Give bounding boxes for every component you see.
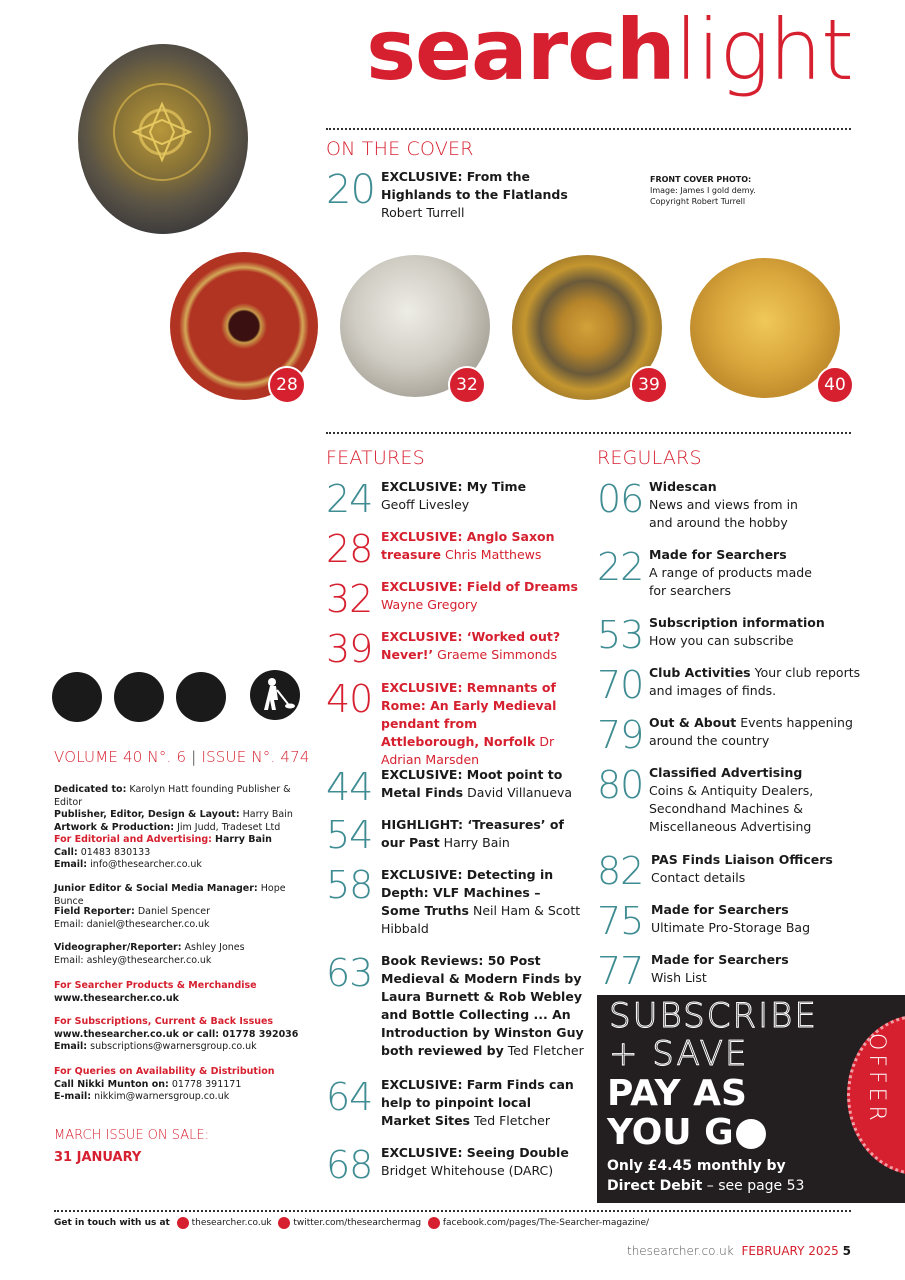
regular-item[interactable]	[649, 664, 864, 700]
feature-title: Book Reviews: 50 Post Medieval & Modern Finds by Laura Burnett & Rob Webley and Bottle Collecting ... An Introduction by Winston Guy both reviewed by	[381, 953, 584, 1058]
page-folio	[627, 1244, 851, 1258]
feature-number: 63	[326, 951, 373, 995]
contact-label: For Subscriptions, Current & Back Issues	[54, 1016, 274, 1027]
products-contact	[54, 980, 314, 1005]
credit-label: Artwork & Production:	[54, 821, 175, 833]
divider	[326, 432, 851, 434]
regular-title: PAS Finds Liaison Officers	[651, 852, 833, 867]
divider	[54, 1210, 851, 1212]
feature-number: 54	[326, 813, 373, 857]
credit-value: Ashley Jones	[184, 942, 245, 953]
contact-label: Call Nikki Munton on:	[54, 1078, 169, 1090]
feature-item[interactable]	[381, 766, 581, 802]
regular-desc: How you can subscribe	[649, 633, 794, 648]
credit-label: Publisher, Editor, Design & Layout:	[54, 809, 240, 820]
feature-title: HIGHLIGHT: ‘Treasures’ of our Past	[381, 817, 564, 850]
feature-title: EXCLUSIVE: ‘Worked out? Never!’	[381, 629, 561, 662]
feature-title: EXCLUSIVE: Anglo Saxon treasure	[381, 529, 555, 562]
footer-facebook-link[interactable]: facebook.com/pages/The-Searcher-magazine/	[442, 1218, 650, 1228]
feature-item[interactable]	[381, 679, 576, 769]
regular-item[interactable]	[651, 851, 851, 887]
metal-detectorist-icon	[250, 670, 300, 720]
cover-photo-line1: Image: James I gold demy.	[650, 186, 756, 195]
regular-number: 80	[597, 763, 644, 807]
contact-label: Email:	[54, 1041, 88, 1052]
promo-offer-text: OFFER	[864, 1033, 889, 1125]
cover-coin-pattern	[78, 44, 248, 234]
distribution-contact	[54, 1066, 314, 1104]
searcher-icon	[177, 1217, 189, 1229]
feature-number: 28	[326, 527, 373, 571]
cover-page-number: 20	[326, 167, 375, 213]
promo-price: Only £4.45 monthly by	[607, 1158, 786, 1174]
credit-value: Karolyn Hatt founding Publisher & Editor	[54, 784, 291, 808]
regular-title: Made for Searchers	[649, 547, 787, 562]
divider	[326, 128, 851, 130]
contact-value: www.thesearcher.co.uk or call: 01778 392036	[54, 1028, 299, 1040]
feature-number: 64	[326, 1075, 373, 1119]
regular-item[interactable]	[649, 478, 819, 532]
page-number: 5	[842, 1244, 851, 1258]
feature-number: 40	[326, 677, 373, 721]
feature-author: Neil Ham & Scott Hibbald	[381, 903, 581, 936]
contact-phone: 01778 391171	[171, 1078, 242, 1090]
regular-desc: A range of products made for searchers	[649, 565, 812, 598]
regular-number: 77	[597, 949, 644, 993]
contact-email[interactable]: Email: ashley@thesearcher.co.uk	[54, 954, 212, 966]
issue-number: ISSUE N°. 474	[201, 748, 310, 766]
promo-pay-line: PAY AS	[607, 1073, 747, 1114]
feature-author: Graeme Simmonds	[437, 647, 557, 662]
feature-item[interactable]	[381, 866, 581, 938]
feature-author: Ted Fletcher	[474, 1113, 550, 1128]
footer-contact-bar	[54, 1216, 649, 1230]
cover-coin-image	[78, 44, 248, 234]
footer-contact-label: Get in touch with us at	[54, 1218, 170, 1228]
regular-desc: Events happening around the country	[649, 715, 853, 748]
promo-yougo-line	[607, 1113, 766, 1153]
staff-credits	[54, 784, 314, 834]
videographer	[54, 942, 314, 967]
editorial-contact	[54, 834, 314, 872]
regular-title: Out & About	[649, 715, 737, 730]
contact-label: Call:	[54, 846, 78, 858]
promo-see-page: – see page 53	[702, 1178, 805, 1194]
website-link[interactable]: www.thesearcher.co.uk	[54, 992, 179, 1004]
regular-number: 70	[597, 663, 644, 707]
footer-twitter-link[interactable]: twitter.com/thesearchermag	[293, 1218, 422, 1228]
feature-item[interactable]	[381, 478, 581, 514]
page-badge: 39	[630, 366, 668, 404]
junior-editor	[54, 883, 314, 908]
cover-photo-credit	[650, 174, 830, 207]
feature-title: EXCLUSIVE: Seeing Double	[381, 1145, 569, 1160]
contact-phone: 01483 830133	[80, 846, 151, 858]
regular-desc: Wish List	[651, 970, 707, 985]
feature-number: 58	[326, 863, 373, 907]
feature-item[interactable]	[381, 528, 571, 564]
feature-number: 32	[326, 577, 373, 621]
regular-item[interactable]	[651, 951, 851, 987]
regular-title: Classified Advertising	[649, 765, 803, 780]
page-badge: 40	[816, 366, 854, 404]
facebook-icon	[428, 1217, 440, 1229]
regular-title: Club Activities	[649, 665, 751, 680]
regular-item[interactable]	[649, 546, 819, 600]
decorative-dot	[52, 672, 102, 722]
regular-number: 22	[597, 545, 644, 589]
page-badge: 32	[448, 366, 486, 404]
contact-email[interactable]: subscriptions@warnersgroup.co.uk	[90, 1041, 257, 1052]
feature-author: Harry Bain	[443, 835, 510, 850]
regular-item[interactable]	[649, 614, 849, 650]
feature-item[interactable]	[381, 1076, 581, 1130]
feature-item[interactable]	[381, 578, 581, 614]
regular-desc: News and views from in and around the hobby	[649, 497, 798, 530]
section-heading-cover: ON THE COVER	[326, 138, 474, 160]
contact-label: For Editorial and Advertising:	[54, 834, 212, 845]
feature-item[interactable]	[381, 628, 571, 664]
feature-item[interactable]	[381, 1144, 591, 1180]
contact-label: E-mail:	[54, 1091, 92, 1102]
credit-value: Daniel Spencer	[137, 906, 211, 917]
feature-author: Ted Fletcher	[507, 1043, 584, 1058]
regular-desc: Coins & Antiquity Dealers, Secondhand Machines & Miscellaneous Advertising	[649, 783, 814, 834]
field-reporter	[54, 906, 314, 931]
credit-label: Dedicated to:	[54, 784, 127, 795]
on-sale-date: 31 JANUARY	[54, 1150, 142, 1165]
regular-title: Made for Searchers	[651, 952, 789, 967]
promo-debit-label: Direct Debit	[607, 1178, 703, 1194]
feature-author: Dr Adrian Marsden	[381, 734, 555, 767]
credit-label: Junior Editor & Social Media Manager:	[54, 883, 258, 894]
feature-number: 39	[326, 627, 373, 671]
feature-title: EXCLUSIVE: Detecting in Depth: VLF Machines – Some Truths	[381, 867, 554, 918]
volume-number: VOLUME 40 N°. 6	[54, 748, 187, 766]
footer-site-link[interactable]: thesearcher.co.uk	[191, 1218, 272, 1228]
regular-item[interactable]	[651, 901, 851, 937]
regular-number: 53	[597, 613, 644, 657]
promo-debit	[607, 1177, 804, 1195]
cover-photo-label: FRONT COVER PHOTO:	[650, 175, 752, 184]
folio-issue-date: FEBRUARY 2025	[741, 1244, 839, 1258]
feature-author: Geoff Livesley	[381, 497, 470, 512]
credit-value: Jim Judd, Tradeset Ltd	[177, 821, 281, 833]
regular-title: Subscription information	[649, 615, 825, 630]
section-heading-features: FEATURES	[326, 447, 425, 469]
detector-icon	[736, 1119, 766, 1149]
credit-label: Videographer/Reporter:	[54, 942, 182, 953]
volume-issue: VOLUME 40 N°. 6 | ISSUE N°. 474	[54, 748, 310, 766]
promo-subscribe-line: SUBSCRIBE	[609, 996, 818, 1036]
regular-item[interactable]	[649, 714, 854, 750]
feature-title: EXCLUSIVE: Moot point to Metal Finds	[381, 767, 563, 800]
contact-email[interactable]: Email: daniel@thesearcher.co.uk	[54, 918, 210, 930]
folio-site: thesearcher.co.uk	[626, 1244, 734, 1258]
regular-number: 06	[597, 477, 644, 521]
feature-number: 68	[326, 1143, 373, 1187]
regular-desc: Ultimate Pro-Storage Bag	[651, 920, 811, 935]
contact-label: For Searcher Products & Merchandise	[54, 980, 257, 991]
feature-number: 24	[326, 477, 373, 521]
feature-author: Chris Matthews	[445, 547, 542, 562]
contact-email[interactable]: info@thesearcher.co.uk	[90, 859, 202, 870]
page-badge: 28	[268, 366, 306, 404]
feature-title: EXCLUSIVE: Farm Finds can help to pinpoint local Market Sites	[381, 1077, 574, 1128]
regular-desc: Contact details	[651, 870, 746, 885]
x-twitter-icon	[278, 1217, 290, 1229]
regular-item[interactable]	[649, 764, 819, 836]
on-sale-label: MARCH ISSUE ON SALE:	[54, 1128, 209, 1143]
feature-author: Bridget Whitehouse (DARC)	[381, 1163, 554, 1178]
section-heading-regulars: REGULARS	[597, 447, 702, 469]
regular-number: 82	[597, 849, 644, 893]
promo-save-line: + SAVE	[609, 1034, 749, 1074]
cover-story-author: Robert Turrell	[381, 205, 465, 220]
feature-item[interactable]	[381, 816, 571, 852]
contact-label: For Queries on Availability & Distribution	[54, 1066, 275, 1077]
promo-yougo-text: YOU G	[607, 1112, 734, 1153]
cover-photo-line2: Copyright Robert Turrell	[650, 197, 746, 206]
credit-label: Field Reporter:	[54, 906, 135, 917]
subscriptions-contact	[54, 1016, 322, 1054]
cover-story-title: EXCLUSIVE: From the Highlands to the Flatlands	[381, 169, 568, 202]
regular-number: 79	[597, 713, 644, 757]
cover-story[interactable]	[381, 168, 596, 222]
feature-author: Wayne Gregory	[381, 597, 478, 612]
feature-title: EXCLUSIVE: My Time	[381, 479, 527, 494]
credit-value: Harry Bain	[242, 809, 293, 820]
masthead-logo: searchlight	[366, 1, 853, 99]
decorative-dot	[176, 672, 226, 722]
contact-email[interactable]: nikkim@warnersgroup.co.uk	[94, 1091, 230, 1102]
regular-number: 75	[597, 899, 644, 943]
contact-name: Harry Bain	[215, 834, 272, 845]
subscribe-promo[interactable]	[597, 995, 905, 1203]
contact-label: Email:	[54, 859, 88, 870]
feature-item[interactable]	[381, 952, 586, 1060]
feature-title: EXCLUSIVE: Field of Dreams	[381, 579, 578, 594]
decorative-dot	[114, 672, 164, 722]
feature-number: 44	[326, 765, 373, 809]
regular-desc: Your club reports and images of finds.	[649, 665, 861, 698]
regular-title: Made for Searchers	[651, 902, 789, 917]
feature-author: David Villanueva	[467, 785, 573, 800]
feature-title: EXCLUSIVE: Remnants of Rome: An Early Medieval pendant from Attleborough, Norfolk	[381, 680, 557, 749]
credit-value: Hope Bunce	[54, 883, 286, 907]
regular-title: Widescan	[649, 479, 717, 494]
